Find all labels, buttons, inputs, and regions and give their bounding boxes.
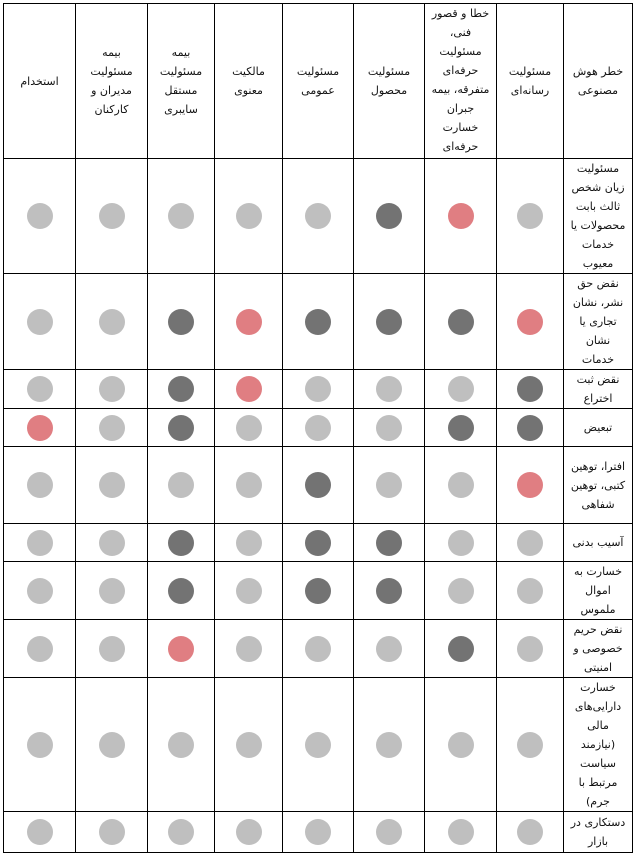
coverage-cell bbox=[148, 678, 215, 812]
coverage-cell bbox=[425, 562, 497, 620]
coverage-cell bbox=[4, 524, 76, 562]
coverage-level-dark-dot bbox=[168, 578, 194, 604]
coverage-level-dark-dot bbox=[305, 309, 331, 335]
coverage-level-red-dot bbox=[448, 203, 474, 229]
coverage-cell bbox=[215, 159, 283, 274]
coverage-level-light-dot bbox=[376, 732, 402, 758]
coverage-level-light-dot bbox=[376, 472, 402, 498]
coverage-cell bbox=[148, 620, 215, 678]
coverage-cell bbox=[283, 678, 354, 812]
coverage-level-light-dot bbox=[376, 376, 402, 402]
coverage-cell bbox=[425, 620, 497, 678]
table-row bbox=[4, 678, 633, 812]
coverage-cell bbox=[497, 370, 564, 409]
coverage-cell bbox=[76, 159, 148, 274]
coverage-cell bbox=[354, 159, 425, 274]
coverage-level-light-dot bbox=[27, 309, 53, 335]
column-header-coverage: مسئولیت عمومی bbox=[283, 4, 354, 159]
coverage-level-red-dot bbox=[27, 415, 53, 441]
coverage-cell bbox=[283, 409, 354, 447]
coverage-cell bbox=[283, 370, 354, 409]
coverage-level-light-dot bbox=[168, 732, 194, 758]
coverage-cell bbox=[76, 620, 148, 678]
coverage-level-light-dot bbox=[99, 472, 125, 498]
coverage-cell bbox=[354, 370, 425, 409]
coverage-level-light-dot bbox=[517, 530, 543, 556]
coverage-level-light-dot bbox=[448, 732, 474, 758]
coverage-level-light-dot bbox=[27, 636, 53, 662]
table-row bbox=[4, 159, 633, 274]
coverage-cell bbox=[215, 274, 283, 370]
coverage-cell bbox=[354, 620, 425, 678]
coverage-cell bbox=[425, 447, 497, 524]
table-row bbox=[4, 812, 633, 853]
coverage-level-light-dot bbox=[99, 309, 125, 335]
column-header-coverage: استخدام bbox=[4, 4, 76, 159]
risk-label: مسئولیت زیان شخص ثالث بابت محصولات یا خدمات معیوب bbox=[564, 159, 633, 274]
coverage-level-light-dot bbox=[168, 472, 194, 498]
coverage-level-dark-dot bbox=[168, 309, 194, 335]
coverage-cell bbox=[215, 812, 283, 853]
coverage-cell bbox=[354, 678, 425, 812]
coverage-level-light-dot bbox=[448, 578, 474, 604]
coverage-cell bbox=[4, 159, 76, 274]
coverage-level-light-dot bbox=[305, 376, 331, 402]
coverage-cell bbox=[425, 678, 497, 812]
coverage-level-red-dot bbox=[236, 309, 262, 335]
risk-label: آسیب بدنی bbox=[564, 524, 633, 562]
coverage-level-light-dot bbox=[448, 530, 474, 556]
coverage-cell bbox=[148, 274, 215, 370]
coverage-cell bbox=[76, 812, 148, 853]
coverage-level-light-dot bbox=[27, 578, 53, 604]
coverage-level-light-dot bbox=[27, 472, 53, 498]
coverage-cell bbox=[354, 562, 425, 620]
coverage-level-light-dot bbox=[517, 203, 543, 229]
coverage-level-light-dot bbox=[376, 415, 402, 441]
coverage-level-light-dot bbox=[448, 472, 474, 498]
table-row bbox=[4, 370, 633, 409]
coverage-level-light-dot bbox=[27, 530, 53, 556]
coverage-cell bbox=[215, 447, 283, 524]
coverage-level-light-dot bbox=[305, 203, 331, 229]
coverage-cell bbox=[283, 447, 354, 524]
coverage-cell bbox=[497, 274, 564, 370]
coverage-level-light-dot bbox=[99, 203, 125, 229]
coverage-level-dark-dot bbox=[168, 376, 194, 402]
coverage-level-light-dot bbox=[517, 732, 543, 758]
coverage-level-light-dot bbox=[236, 578, 262, 604]
risk-label: افترا، توهین کتبی، توهین شفاهی bbox=[564, 447, 633, 524]
coverage-level-light-dot bbox=[27, 732, 53, 758]
coverage-cell bbox=[425, 159, 497, 274]
table-row bbox=[4, 409, 633, 447]
coverage-level-light-dot bbox=[305, 636, 331, 662]
coverage-cell bbox=[283, 620, 354, 678]
coverage-cell bbox=[497, 524, 564, 562]
coverage-level-light-dot bbox=[236, 472, 262, 498]
coverage-cell bbox=[148, 370, 215, 409]
coverage-cell bbox=[76, 447, 148, 524]
coverage-cell bbox=[4, 620, 76, 678]
coverage-level-light-dot bbox=[517, 578, 543, 604]
coverage-level-dark-dot bbox=[305, 472, 331, 498]
coverage-level-light-dot bbox=[99, 376, 125, 402]
coverage-cell bbox=[76, 678, 148, 812]
risk-label: تبعیض bbox=[564, 409, 633, 447]
risk-label: خسارت به اموال ملموس bbox=[564, 562, 633, 620]
coverage-level-dark-dot bbox=[305, 578, 331, 604]
coverage-level-dark-dot bbox=[168, 415, 194, 441]
coverage-cell bbox=[425, 812, 497, 853]
coverage-level-red-dot bbox=[236, 376, 262, 402]
coverage-level-light-dot bbox=[236, 530, 262, 556]
coverage-level-light-dot bbox=[517, 636, 543, 662]
risk-label: خسارت دارایی‌های مالی (نیازمند سیاست مرتبط با جرم) bbox=[564, 678, 633, 812]
coverage-cell bbox=[354, 812, 425, 853]
coverage-level-light-dot bbox=[236, 732, 262, 758]
coverage-cell bbox=[283, 812, 354, 853]
coverage-level-dark-dot bbox=[168, 530, 194, 556]
coverage-level-light-dot bbox=[448, 376, 474, 402]
coverage-level-light-dot bbox=[376, 636, 402, 662]
coverage-cell bbox=[4, 812, 76, 853]
risk-label: نقض حق نشر، نشان تجاری یا نشان خدمات bbox=[564, 274, 633, 370]
coverage-cell bbox=[497, 812, 564, 853]
coverage-cell bbox=[148, 447, 215, 524]
coverage-level-light-dot bbox=[99, 415, 125, 441]
coverage-cell bbox=[497, 678, 564, 812]
coverage-cell bbox=[148, 562, 215, 620]
coverage-level-light-dot bbox=[99, 636, 125, 662]
coverage-level-light-dot bbox=[99, 530, 125, 556]
coverage-level-red-dot bbox=[168, 636, 194, 662]
table-row bbox=[4, 447, 633, 524]
coverage-level-light-dot bbox=[99, 578, 125, 604]
coverage-cell bbox=[76, 524, 148, 562]
coverage-cell bbox=[76, 370, 148, 409]
coverage-cell bbox=[215, 409, 283, 447]
coverage-level-light-dot bbox=[305, 732, 331, 758]
coverage-cell bbox=[148, 812, 215, 853]
coverage-cell bbox=[76, 274, 148, 370]
coverage-cell bbox=[425, 370, 497, 409]
risk-label: نقض حریم خصوصی و امنیتی bbox=[564, 620, 633, 678]
coverage-cell bbox=[4, 447, 76, 524]
table-body bbox=[4, 159, 633, 853]
column-header-coverage: مسئولیت محصول bbox=[354, 4, 425, 159]
coverage-cell bbox=[215, 562, 283, 620]
coverage-cell bbox=[425, 409, 497, 447]
coverage-cell bbox=[354, 274, 425, 370]
coverage-cell bbox=[283, 159, 354, 274]
coverage-level-light-dot bbox=[236, 203, 262, 229]
coverage-cell bbox=[76, 562, 148, 620]
coverage-level-dark-dot bbox=[448, 309, 474, 335]
coverage-cell bbox=[4, 678, 76, 812]
coverage-level-dark-dot bbox=[376, 309, 402, 335]
column-header-coverage: بیمه مسئولیت مدیران و کارکنان bbox=[76, 4, 148, 159]
coverage-level-dark-dot bbox=[305, 530, 331, 556]
risk-label: نقض ثبت اختراع bbox=[564, 370, 633, 409]
coverage-cell bbox=[215, 678, 283, 812]
table-row bbox=[4, 524, 633, 562]
coverage-level-dark-dot bbox=[376, 578, 402, 604]
coverage-cell bbox=[76, 409, 148, 447]
coverage-cell bbox=[497, 409, 564, 447]
column-header-coverage: بیمه مسئولیت مستقل سایبری bbox=[148, 4, 215, 159]
coverage-cell bbox=[283, 524, 354, 562]
coverage-level-light-dot bbox=[168, 203, 194, 229]
coverage-cell bbox=[148, 409, 215, 447]
coverage-cell bbox=[215, 370, 283, 409]
coverage-cell bbox=[148, 524, 215, 562]
table-row bbox=[4, 562, 633, 620]
coverage-level-light-dot bbox=[99, 732, 125, 758]
coverage-cell bbox=[4, 370, 76, 409]
coverage-level-dark-dot bbox=[448, 636, 474, 662]
coverage-level-red-dot bbox=[517, 309, 543, 335]
coverage-level-red-dot bbox=[517, 472, 543, 498]
header-row bbox=[4, 4, 633, 159]
coverage-cell bbox=[497, 159, 564, 274]
coverage-level-dark-dot bbox=[517, 415, 543, 441]
coverage-level-light-dot bbox=[27, 203, 53, 229]
table-row bbox=[4, 620, 633, 678]
coverage-cell bbox=[497, 447, 564, 524]
coverage-level-light-dot bbox=[305, 415, 331, 441]
coverage-cell bbox=[4, 409, 76, 447]
coverage-cell bbox=[148, 159, 215, 274]
column-header-risk: خطر هوش مصنوعی bbox=[564, 4, 633, 159]
coverage-cell bbox=[283, 562, 354, 620]
coverage-cell bbox=[4, 562, 76, 620]
coverage-cell bbox=[215, 524, 283, 562]
coverage-level-dark-dot bbox=[517, 376, 543, 402]
column-header-coverage: مسئولیت رسانه‌ای bbox=[497, 4, 564, 159]
coverage-level-dark-dot bbox=[376, 203, 402, 229]
coverage-cell bbox=[283, 274, 354, 370]
coverage-cell bbox=[354, 524, 425, 562]
coverage-cell bbox=[354, 409, 425, 447]
coverage-level-light-dot bbox=[236, 415, 262, 441]
coverage-cell bbox=[497, 562, 564, 620]
coverage-level-light-dot bbox=[27, 376, 53, 402]
coverage-cell bbox=[425, 524, 497, 562]
coverage-level-dark-dot bbox=[376, 530, 402, 556]
coverage-cell bbox=[354, 447, 425, 524]
column-header-coverage: مالکیت معنوی bbox=[215, 4, 283, 159]
ai-risk-coverage-table bbox=[3, 3, 633, 853]
table-row bbox=[4, 274, 633, 370]
column-header-coverage: خطا و قصور فنی، مسئولیت حرفه‌ای متفرقه، بیمه جبران خسارت حرفه‌ای bbox=[425, 4, 497, 159]
coverage-level-light-dot bbox=[236, 636, 262, 662]
risk-label: دستکاری در بازار bbox=[564, 812, 633, 853]
coverage-cell bbox=[215, 620, 283, 678]
coverage-cell bbox=[4, 274, 76, 370]
coverage-cell bbox=[497, 620, 564, 678]
coverage-level-dark-dot bbox=[448, 415, 474, 441]
coverage-cell bbox=[425, 274, 497, 370]
